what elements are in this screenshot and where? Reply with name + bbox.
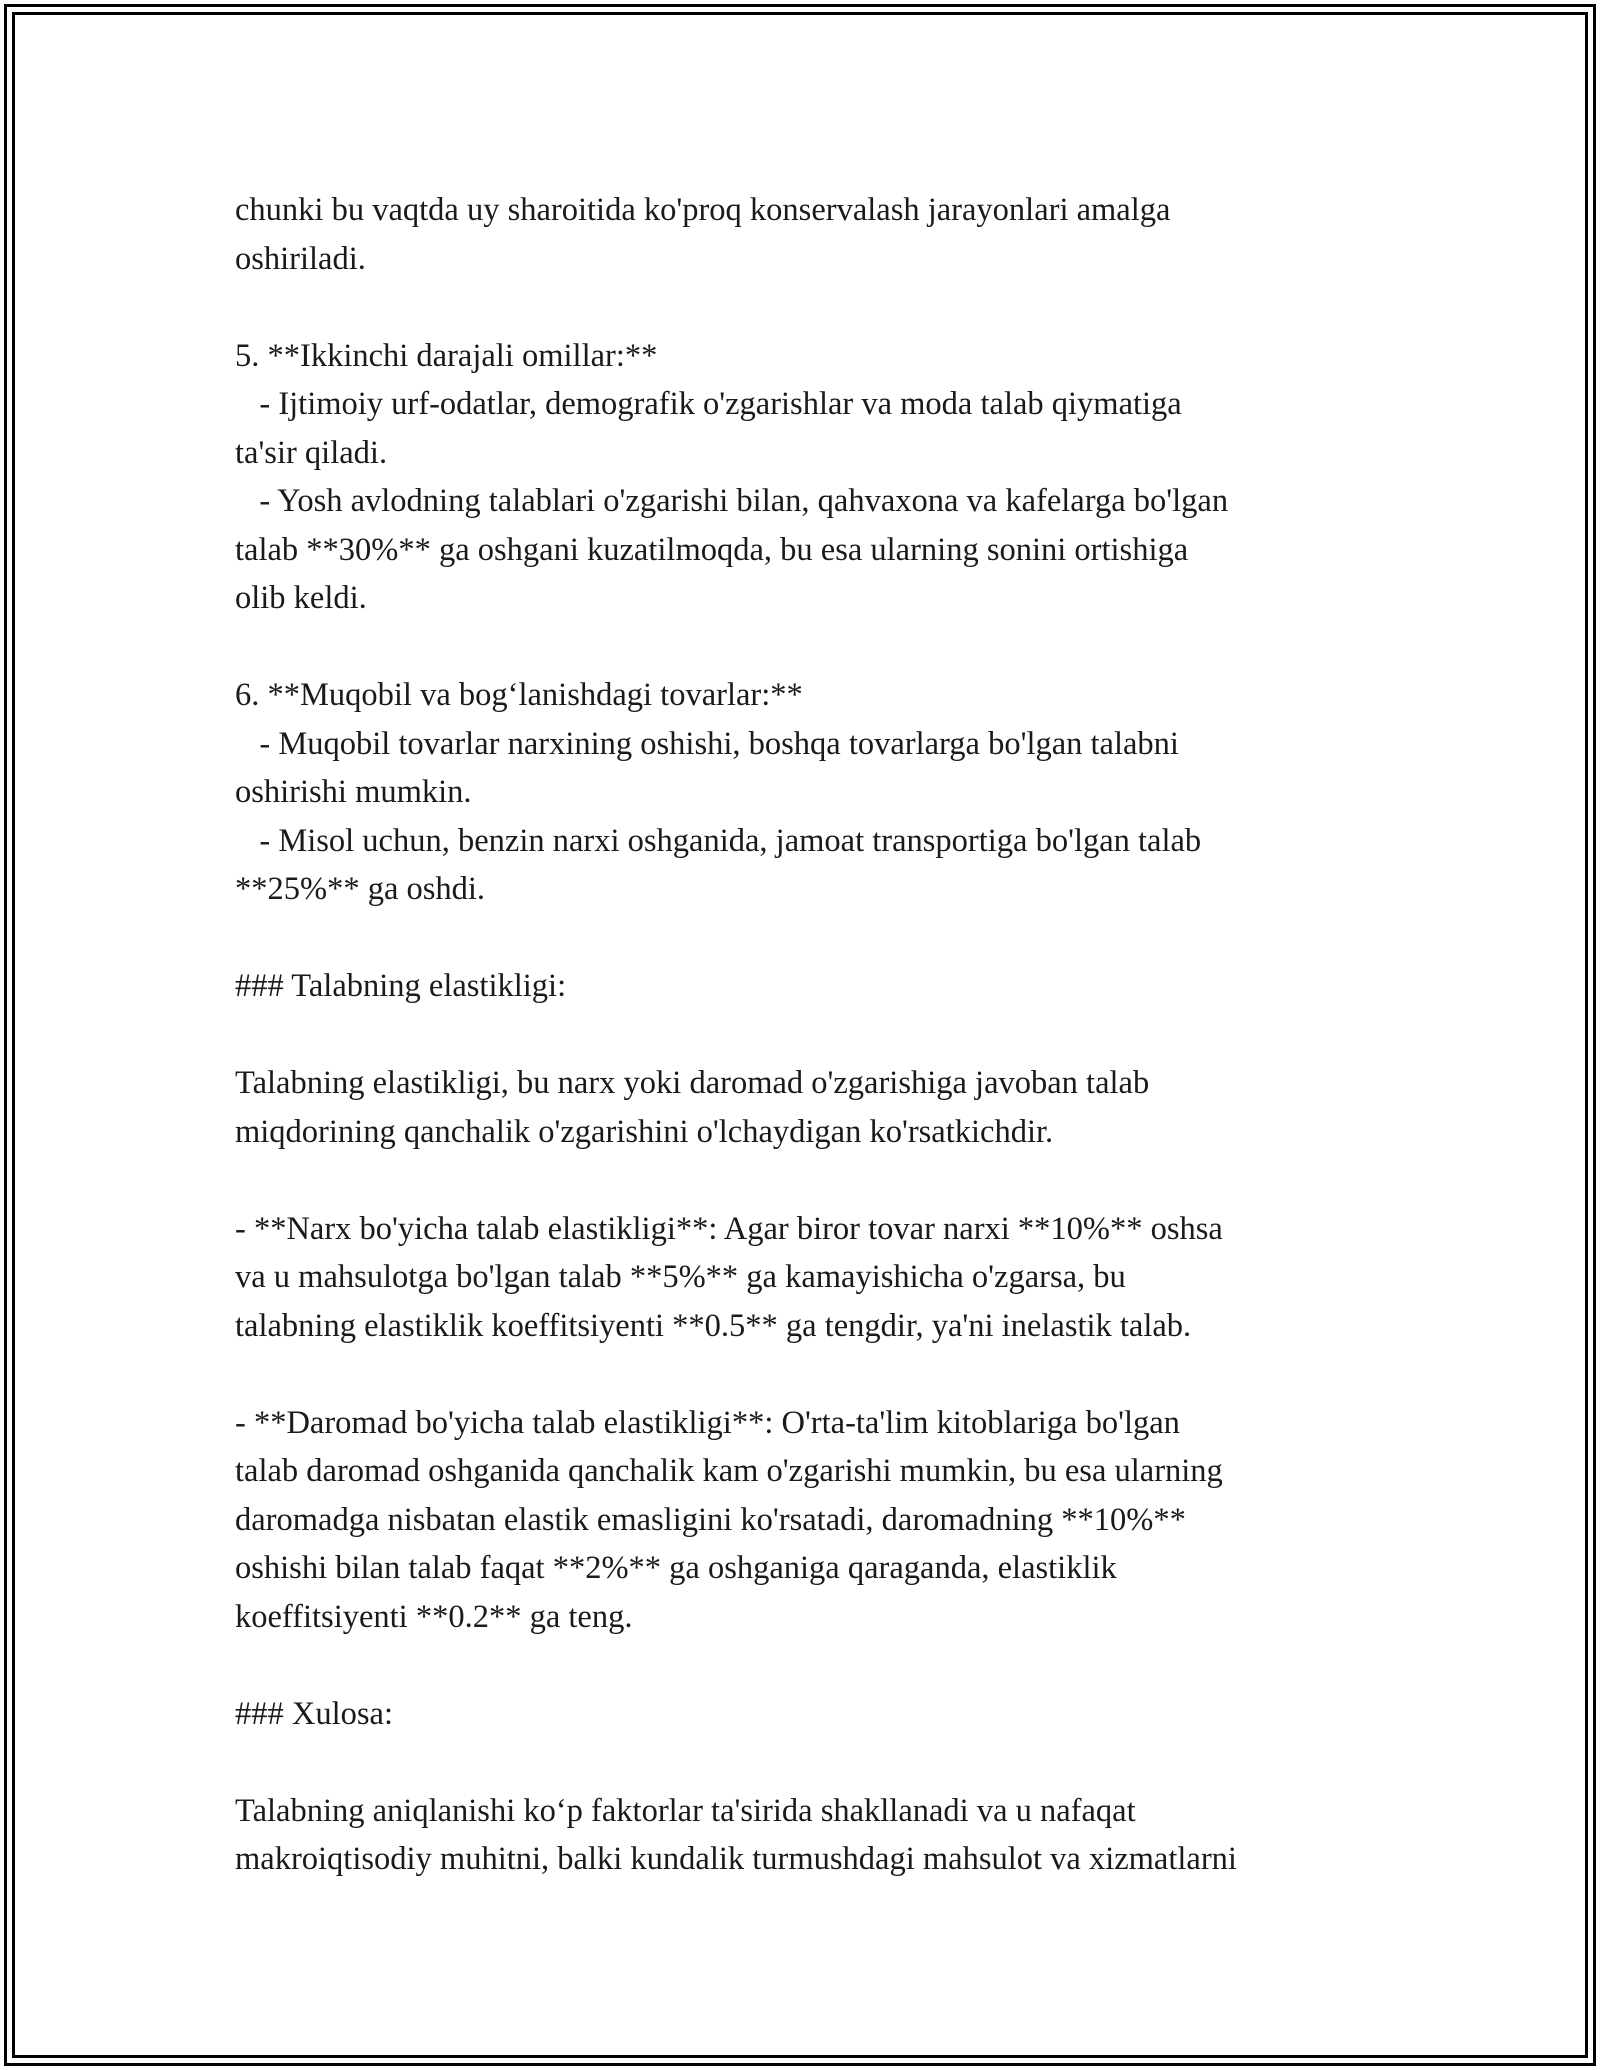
text-line: olib keldi. [235, 580, 367, 616]
blank-line [235, 1156, 1405, 1205]
text-line: oshirishi mumkin. [235, 774, 472, 810]
text-line: talab daromad oshganida qanchalik kam o'zgarishi mumkin, bu esa ularning [235, 1453, 1223, 1489]
blank-line [235, 1738, 1405, 1787]
heading-conclusion: ### Xulosa: [235, 1695, 393, 1732]
text-line: talabning elastiklik koeffitsiyenti **0.5** ga tengdir, ya'ni inelastik talab. [235, 1307, 1192, 1344]
blank-line [235, 914, 1405, 963]
text-line: - **Daromad bo'yicha talab elastikligi**: O'rta-ta'lim kitoblariga bo'lgan [235, 1404, 1180, 1441]
text-line: Talabning aniqlanishi ko‘p faktorlar ta'sirida shakllanadi va u nafaqat [235, 1792, 1136, 1829]
text-line: miqdorining qanchalik o'zgarishini o'lchaydigan ko'rsatkichdir. [235, 1113, 1054, 1150]
section-heading-6: 6. **Muqobil va bog‘lanishdagi tovarlar:** [235, 677, 803, 713]
text-line: - Misol uchun, benzin narxi oshganida, jamoat transportiga bo'lgan talab [235, 822, 1202, 859]
text-line: ta'sir qiladi. [235, 434, 388, 471]
text-line: makroiqtisodiy muhitni, balki kundalik turmushdagi mahsulot va xizmatlarni [235, 1841, 1237, 1877]
document-body [235, 186, 1405, 1884]
text-line: va u mahsulotga bo'lgan talab **5%** ga kamayishicha o'zgarsa, bu [235, 1259, 1126, 1295]
text-line: - Ijtimoiy urf-odatlar, demografik o'zgarishlar va moda talab qiymatiga [235, 386, 1182, 422]
text-line: daromadga nisbatan elastik emasligini ko'rsatadi, daromadning **10%** [235, 1501, 1186, 1538]
text-line: - **Narx bo'yicha talab elastikligi**: Agar biror tovar narxi **10%** oshsa [235, 1210, 1223, 1247]
text-line: - Muqobil tovarlar narxining oshishi, boshqa tovarlarga bo'lgan talabni [235, 725, 1179, 762]
text-line: **25%** ga oshdi. [235, 871, 486, 907]
text-line: Talabning elastikligi, bu narx yoki daromad o'zgarishiga javoban talab [235, 1065, 1150, 1101]
blank-line [235, 1011, 1405, 1060]
heading-elasticity: ### Talabning elastikligi: [235, 968, 567, 1004]
blank-line [235, 1641, 1405, 1690]
section-heading-5: 5. **Ikkinchi darajali omillar:** [235, 337, 658, 374]
text-line: - Yosh avlodning talablari o'zgarishi bilan, qahvaxona va kafelarga bo'lgan [235, 483, 1229, 519]
blank-line [235, 283, 1405, 332]
blank-line [235, 623, 1405, 672]
text-line: talab **30%** ga oshgani kuzatilmoqda, bu esa ularning sonini ortishiga [235, 531, 1189, 568]
blank-line [235, 1350, 1405, 1399]
text-line: oshishi bilan talab faqat **2%** ga oshganiga qaraganda, elastiklik [235, 1550, 1117, 1586]
text-line: oshiriladi. [235, 240, 366, 277]
text-line: koeffitsiyenti **0.2** ga teng. [235, 1598, 633, 1635]
text-line: chunki bu vaqtda uy sharoitida ko'proq konservalash jarayonlari amalga [235, 192, 1171, 228]
